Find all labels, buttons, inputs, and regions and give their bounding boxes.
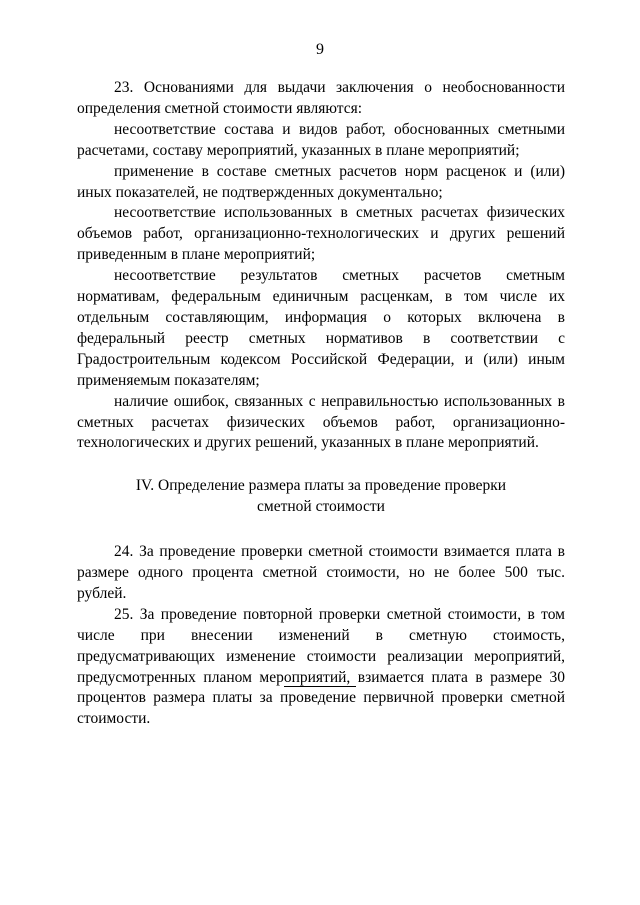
section-iv-heading-line-1: IV. Определение размера платы за проведение проверки — [135, 477, 507, 495]
clause-23-intro: 23. Основаниями для выдачи заключения о необоснованности определения сметной стоимости являются: — [77, 79, 565, 117]
clause-23-item-1: несоответствие состава и видов работ, обоснованных сметными расчетами, составу мероприятий, указанных в плане мероприятий; — [77, 120, 565, 159]
clause-25: 25. За проведение повторной проверки сметной стоимости, в том числе при внесении изменений в сметную стоимость, предусматривающих изменение стоимости реализации мероприятий, предусмотренных планом мероприятий, взимается плата в размере 30 процентов размера платы за проведение первичной проверки сметной стоимости. — [77, 605, 565, 728]
clause-23-item-3: несоответствие использованных в сметных расчетах физических объемов работ, организационно-технологических и других решений приведенным в плане мероприятий; — [77, 204, 565, 264]
clause-24: 24. За проведение проверки сметной стоимости взимается плата в размере одного процента сметной стоимости, но не более 500 тыс. рублей. — [77, 543, 565, 602]
clause-23-item-5: наличие ошибок, связанных с неправильностью использованных в сметных расчетах физических объемов работ, организационно-технологических и других решений, указанных в плане мероприятий. — [77, 392, 565, 452]
section-iv-heading — [77, 476, 565, 518]
document-body — [77, 78, 565, 730]
page-number: 9 — [316, 41, 324, 58]
section-iv-heading-line-2: сметной стоимости — [257, 498, 385, 516]
clause-23-item-4: несоответствие результатов сметных расчетов сметным нормативам, федеральным единичным расценкам, в том числе их отдельным составляющим, информация о которых включена в федеральный реестр сметных нормативов в соответствии с Градостроительным кодексом Российской Федерации, и (или) иным применяемым показателям; — [77, 267, 565, 389]
end-separator-line — [284, 686, 356, 687]
clause-23-item-2: применение в составе сметных расчетов норм расценок и (или) иных показателей, не подтвержденных документально; — [77, 162, 565, 201]
